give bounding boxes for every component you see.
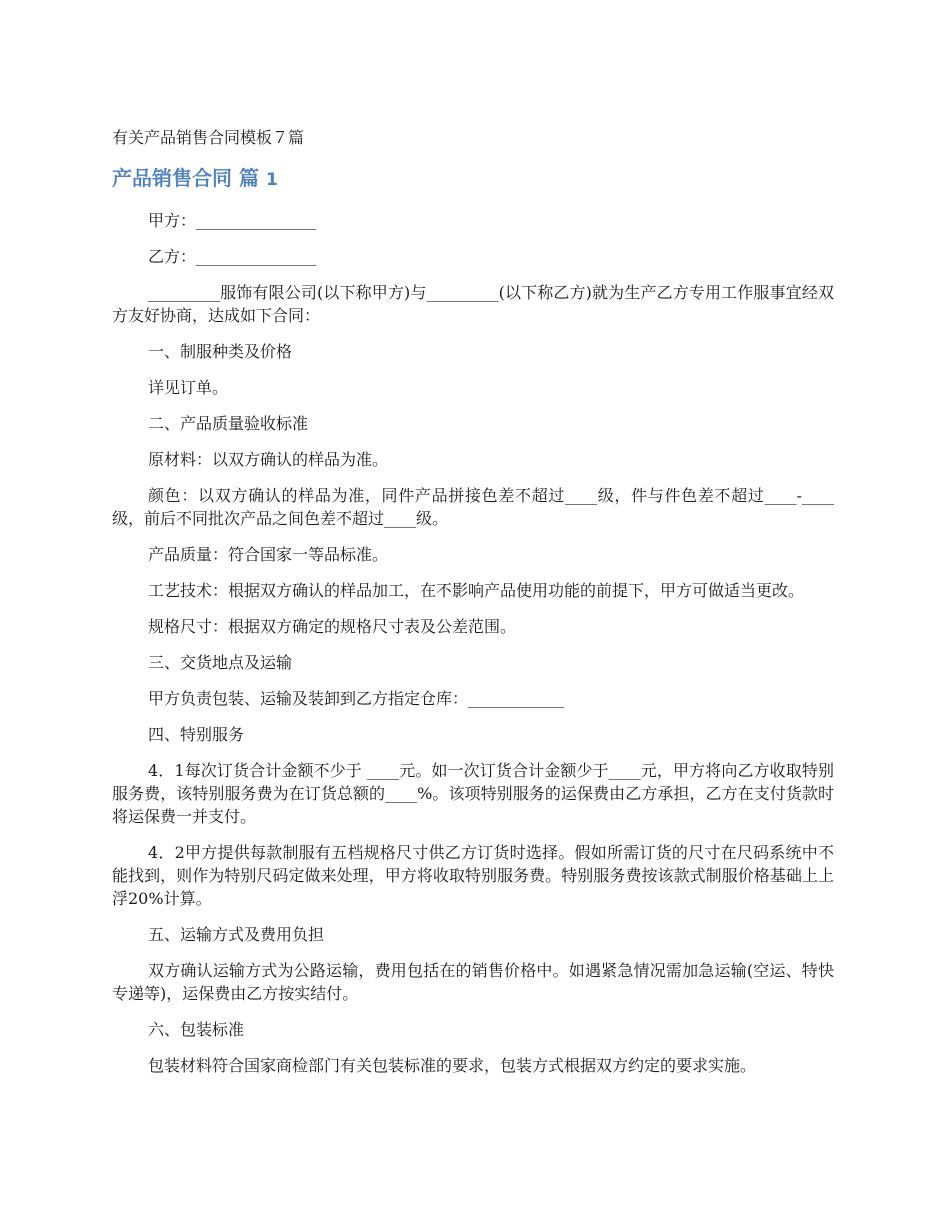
clause-heading-6: 六、包装标准 (148, 1020, 245, 1039)
clause-heading-4: 四、特别服务 (148, 725, 245, 744)
clause-paragraph: 甲方负责包装、运输及装卸到乙方指定仓库：____________ (148, 689, 565, 708)
party-b-line: 乙方：_______________ (148, 247, 317, 266)
contract-preamble: _________服饰有限公司(以下称甲方)与_________(以下称乙方)就为生产乙方专用工作服事宜经双方友好协商，达成如下合同： (112, 283, 834, 325)
clause-paragraph: 工艺技术：根据双方确认的样品加工，在不影响产品使用功能的前提下，甲方可做适当更改。 (148, 581, 805, 600)
document-title: 有关产品销售合同模板７篇 (112, 128, 305, 147)
clause-paragraph: 4．1每次订货合计金额不少于 ____元。如一次订货合计金额少于____元，甲方将向乙方收取特别服务费，该特别服务费为在订货总额的____%。该项特别服务的运保费由乙方承担，乙方在支付货款时将运保费一并支付。 (112, 761, 834, 826)
clause-heading-1: 一、制服种类及价格 (148, 342, 293, 361)
clause-heading-3: 三、交货地点及运输 (148, 653, 293, 672)
section-heading-text: 产品销售合同 篇 (112, 166, 259, 190)
party-a-line: 甲方：_______________ (148, 211, 317, 230)
clause-paragraph: 4．2甲方提供每款制服有五档规格尺寸供乙方订货时选择。假如所需订货的尺寸在尺码系统中不能找到，则作为特别尺码定做来处理，甲方将收取特别服务费。特别服务费按该款式制服价格基础上上浮20%计算。 (112, 843, 834, 908)
clause-paragraph: 颜色：以双方确认的样品为准，同件产品拼接色差不超过____级，件与件色差不超过____-____级，前后不同批次产品之间色差不超过____级。 (112, 486, 834, 528)
section-heading (112, 163, 838, 195)
clause-heading-2: 二、产品质量验收标准 (148, 414, 309, 433)
clause-paragraph: 产品质量：符合国家一等品标准。 (148, 545, 389, 564)
clause-heading-5: 五、运输方式及费用负担 (148, 925, 325, 944)
clause-paragraph: 原材料：以双方确认的样品为准。 (148, 450, 389, 469)
section-heading-number: 1 (265, 170, 278, 190)
clause-paragraph: 包装材料符合国家商检部门有关包装标准的要求，包装方式根据双方约定的要求实施。 (148, 1056, 757, 1075)
clause-paragraph: 规格尺寸：根据双方确定的规格尺寸表及公差范围。 (148, 617, 517, 636)
clause-paragraph: 双方确认运输方式为公路运输，费用包括在的销售价格中。如遇紧急情况需加急运输(空运、特快专递等)，运保费由乙方按实结付。 (112, 961, 834, 1003)
clause-paragraph: 详见订单。 (148, 378, 229, 397)
